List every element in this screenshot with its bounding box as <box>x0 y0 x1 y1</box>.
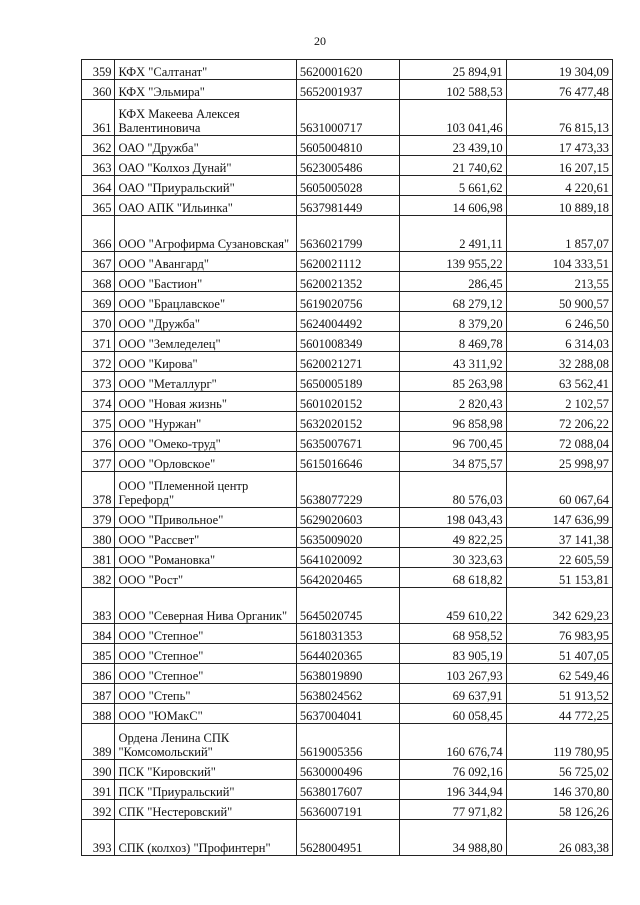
row-number: 359 <box>82 60 115 80</box>
amount-2: 17 473,33 <box>506 136 612 156</box>
amount-1: 83 905,19 <box>400 644 506 664</box>
organization-name: ООО "Степное" <box>115 644 296 664</box>
table-row <box>82 800 613 820</box>
row-number: 387 <box>82 684 115 704</box>
row-number: 366 <box>82 216 115 252</box>
amount-2: 25 998,97 <box>506 452 612 472</box>
inn-code: 5645020745 <box>296 588 399 624</box>
row-number: 376 <box>82 432 115 452</box>
amount-1: 60 058,45 <box>400 704 506 724</box>
amount-2: 4 220,61 <box>506 176 612 196</box>
table-row <box>82 332 613 352</box>
amount-1: 459 610,22 <box>400 588 506 624</box>
inn-code: 5619005356 <box>296 724 399 760</box>
table-row <box>82 176 613 196</box>
inn-code: 5642020465 <box>296 568 399 588</box>
table-row <box>82 452 613 472</box>
table-row <box>82 272 613 292</box>
row-number: 389 <box>82 724 115 760</box>
inn-code: 5644020365 <box>296 644 399 664</box>
amount-2: 37 141,38 <box>506 528 612 548</box>
table-row <box>82 100 613 136</box>
inn-code: 5636007191 <box>296 800 399 820</box>
amount-2: 10 889,18 <box>506 196 612 216</box>
amount-2: 56 725,02 <box>506 760 612 780</box>
inn-code: 5638024562 <box>296 684 399 704</box>
table-row <box>82 352 613 372</box>
inn-code: 5620021112 <box>296 252 399 272</box>
amount-2: 51 153,81 <box>506 568 612 588</box>
registry-table <box>81 59 613 856</box>
amount-1: 69 637,91 <box>400 684 506 704</box>
row-number: 364 <box>82 176 115 196</box>
inn-code: 5631000717 <box>296 100 399 136</box>
organization-name: КФХ "Салтанат" <box>115 60 296 80</box>
page-number: 20 <box>314 34 326 48</box>
table-row <box>82 528 613 548</box>
row-number: 390 <box>82 760 115 780</box>
amount-1: 68 958,52 <box>400 624 506 644</box>
amount-2: 58 126,26 <box>506 800 612 820</box>
amount-2: 147 636,99 <box>506 508 612 528</box>
amount-2: 76 477,48 <box>506 80 612 100</box>
amount-1: 2 491,11 <box>400 216 506 252</box>
amount-2: 51 407,05 <box>506 644 612 664</box>
amount-2: 76 983,95 <box>506 624 612 644</box>
amount-1: 102 588,53 <box>400 80 506 100</box>
organization-name: ООО "Рассвет" <box>115 528 296 548</box>
amount-1: 85 263,98 <box>400 372 506 392</box>
table-row <box>82 704 613 724</box>
row-number: 393 <box>82 820 115 856</box>
amount-1: 198 043,43 <box>400 508 506 528</box>
amount-1: 30 323,63 <box>400 548 506 568</box>
amount-1: 103 267,93 <box>400 664 506 684</box>
organization-name: ООО "Бастион" <box>115 272 296 292</box>
amount-1: 8 469,78 <box>400 332 506 352</box>
table-row <box>82 780 613 800</box>
organization-name: ООО "Брацлавское" <box>115 292 296 312</box>
amount-2: 104 333,51 <box>506 252 612 272</box>
inn-code: 5629020603 <box>296 508 399 528</box>
amount-2: 16 207,15 <box>506 156 612 176</box>
inn-code: 5615016646 <box>296 452 399 472</box>
inn-code: 5650005189 <box>296 372 399 392</box>
organization-name: ОАО "Колхоз Дунай" <box>115 156 296 176</box>
inn-code: 5619020756 <box>296 292 399 312</box>
organization-name: ПСК "Приуральский" <box>115 780 296 800</box>
table-row <box>82 548 613 568</box>
table-row <box>82 684 613 704</box>
amount-1: 43 311,92 <box>400 352 506 372</box>
table-row <box>82 252 613 272</box>
table-row <box>82 196 613 216</box>
organization-name: ООО "Орловское" <box>115 452 296 472</box>
amount-2: 342 629,23 <box>506 588 612 624</box>
row-number: 379 <box>82 508 115 528</box>
row-number: 383 <box>82 588 115 624</box>
amount-1: 76 092,16 <box>400 760 506 780</box>
amount-1: 80 576,03 <box>400 472 506 508</box>
row-number: 381 <box>82 548 115 568</box>
organization-name: ООО "Кирова" <box>115 352 296 372</box>
row-number: 369 <box>82 292 115 312</box>
inn-code: 5636021799 <box>296 216 399 252</box>
amount-2: 2 102,57 <box>506 392 612 412</box>
organization-name: ООО "Северная Нива Органик" <box>115 588 296 624</box>
table-row <box>82 724 613 760</box>
amount-1: 139 955,22 <box>400 252 506 272</box>
row-number: 391 <box>82 780 115 800</box>
table-row <box>82 392 613 412</box>
amount-2: 146 370,80 <box>506 780 612 800</box>
amount-1: 68 618,82 <box>400 568 506 588</box>
inn-code: 5632020152 <box>296 412 399 432</box>
row-number: 374 <box>82 392 115 412</box>
inn-code: 5635007671 <box>296 432 399 452</box>
organization-name: ООО "Романовка" <box>115 548 296 568</box>
inn-code: 5605004810 <box>296 136 399 156</box>
table-row <box>82 216 613 252</box>
row-number: 380 <box>82 528 115 548</box>
inn-code: 5652001937 <box>296 80 399 100</box>
amount-1: 14 606,98 <box>400 196 506 216</box>
table-row <box>82 372 613 392</box>
amount-2: 19 304,09 <box>506 60 612 80</box>
inn-code: 5623005486 <box>296 156 399 176</box>
organization-name: ООО "Привольное" <box>115 508 296 528</box>
amount-2: 63 562,41 <box>506 372 612 392</box>
amount-1: 68 279,12 <box>400 292 506 312</box>
inn-code: 5638017607 <box>296 780 399 800</box>
organization-name: ООО "Новая жизнь" <box>115 392 296 412</box>
inn-code: 5620021352 <box>296 272 399 292</box>
amount-2: 44 772,25 <box>506 704 612 724</box>
amount-2: 6 246,50 <box>506 312 612 332</box>
organization-name: ООО "Металлург" <box>115 372 296 392</box>
amount-1: 196 344,94 <box>400 780 506 800</box>
amount-2: 22 605,59 <box>506 548 612 568</box>
inn-code: 5637981449 <box>296 196 399 216</box>
row-number: 372 <box>82 352 115 372</box>
inn-code: 5641020092 <box>296 548 399 568</box>
row-number: 368 <box>82 272 115 292</box>
table-row <box>82 80 613 100</box>
registry-table-body <box>82 60 613 856</box>
inn-code: 5605005028 <box>296 176 399 196</box>
amount-1: 103 041,46 <box>400 100 506 136</box>
row-number: 360 <box>82 80 115 100</box>
table-row <box>82 412 613 432</box>
row-number: 370 <box>82 312 115 332</box>
inn-code: 5624004492 <box>296 312 399 332</box>
organization-name: ООО "Омеко-труд" <box>115 432 296 452</box>
row-number: 384 <box>82 624 115 644</box>
organization-name: ООО "Племенной центр Герефорд" <box>115 472 296 508</box>
amount-2: 6 314,03 <box>506 332 612 352</box>
organization-name: ОАО "Дружба" <box>115 136 296 156</box>
amount-2: 72 088,04 <box>506 432 612 452</box>
organization-name: ООО "ЮМакС" <box>115 704 296 724</box>
organization-name: ООО "Нуржан" <box>115 412 296 432</box>
table-row <box>82 156 613 176</box>
table-row <box>82 508 613 528</box>
table-row <box>82 432 613 452</box>
table-row <box>82 312 613 332</box>
inn-code: 5630000496 <box>296 760 399 780</box>
amount-2: 50 900,57 <box>506 292 612 312</box>
amount-1: 96 700,45 <box>400 432 506 452</box>
table-row <box>82 624 613 644</box>
amount-2: 72 206,22 <box>506 412 612 432</box>
row-number: 382 <box>82 568 115 588</box>
amount-1: 25 894,91 <box>400 60 506 80</box>
amount-1: 160 676,74 <box>400 724 506 760</box>
inn-code: 5628004951 <box>296 820 399 856</box>
amount-2: 60 067,64 <box>506 472 612 508</box>
table-row <box>82 664 613 684</box>
inn-code: 5620001620 <box>296 60 399 80</box>
inn-code: 5638077229 <box>296 472 399 508</box>
amount-1: 96 858,98 <box>400 412 506 432</box>
inn-code: 5601020152 <box>296 392 399 412</box>
row-number: 388 <box>82 704 115 724</box>
amount-1: 2 820,43 <box>400 392 506 412</box>
table-row <box>82 760 613 780</box>
inn-code: 5635009020 <box>296 528 399 548</box>
table-row <box>82 472 613 508</box>
row-number: 363 <box>82 156 115 176</box>
table-row <box>82 588 613 624</box>
organization-name: ООО "Земледелец" <box>115 332 296 352</box>
amount-2: 62 549,46 <box>506 664 612 684</box>
amount-2: 32 288,08 <box>506 352 612 372</box>
table-row <box>82 292 613 312</box>
amount-2: 1 857,07 <box>506 216 612 252</box>
row-number: 385 <box>82 644 115 664</box>
table-row <box>82 820 613 856</box>
amount-1: 286,45 <box>400 272 506 292</box>
table-row <box>82 136 613 156</box>
row-number: 361 <box>82 100 115 136</box>
amount-1: 49 822,25 <box>400 528 506 548</box>
organization-name: ООО "Авангард" <box>115 252 296 272</box>
organization-name: ООО "Степное" <box>115 624 296 644</box>
organization-name: КФХ Макеева Алексея Валентиновича <box>115 100 296 136</box>
row-number: 373 <box>82 372 115 392</box>
amount-1: 34 988,80 <box>400 820 506 856</box>
row-number: 377 <box>82 452 115 472</box>
amount-1: 5 661,62 <box>400 176 506 196</box>
organization-name: СПК (колхоз) "Профинтерн" <box>115 820 296 856</box>
organization-name: КФХ "Эльмира" <box>115 80 296 100</box>
row-number: 367 <box>82 252 115 272</box>
organization-name: ООО "Степное" <box>115 664 296 684</box>
amount-2: 51 913,52 <box>506 684 612 704</box>
row-number: 392 <box>82 800 115 820</box>
amount-1: 8 379,20 <box>400 312 506 332</box>
inn-code: 5620021271 <box>296 352 399 372</box>
row-number: 371 <box>82 332 115 352</box>
organization-name: ПСК "Кировский" <box>115 760 296 780</box>
amount-2: 76 815,13 <box>506 100 612 136</box>
row-number: 365 <box>82 196 115 216</box>
amount-1: 34 875,57 <box>400 452 506 472</box>
amount-1: 21 740,62 <box>400 156 506 176</box>
row-number: 375 <box>82 412 115 432</box>
inn-code: 5638019890 <box>296 664 399 684</box>
organization-name: ОАО "Приуральский" <box>115 176 296 196</box>
row-number: 386 <box>82 664 115 684</box>
inn-code: 5618031353 <box>296 624 399 644</box>
amount-2: 119 780,95 <box>506 724 612 760</box>
organization-name: Ордена Ленина СПК "Комсомольский" <box>115 724 296 760</box>
organization-name: ООО "Дружба" <box>115 312 296 332</box>
organization-name: ОАО АПК "Ильинка" <box>115 196 296 216</box>
table-row <box>82 644 613 664</box>
organization-name: ООО "Агрофирма Сузановская" <box>115 216 296 252</box>
inn-code: 5637004041 <box>296 704 399 724</box>
amount-2: 26 083,38 <box>506 820 612 856</box>
organization-name: ООО "Рост" <box>115 568 296 588</box>
row-number: 378 <box>82 472 115 508</box>
amount-2: 213,55 <box>506 272 612 292</box>
row-number: 362 <box>82 136 115 156</box>
inn-code: 5601008349 <box>296 332 399 352</box>
organization-name: СПК "Нестеровский" <box>115 800 296 820</box>
organization-name: ООО "Степь" <box>115 684 296 704</box>
table-row <box>82 568 613 588</box>
table-row <box>82 60 613 80</box>
amount-1: 23 439,10 <box>400 136 506 156</box>
amount-1: 77 971,82 <box>400 800 506 820</box>
